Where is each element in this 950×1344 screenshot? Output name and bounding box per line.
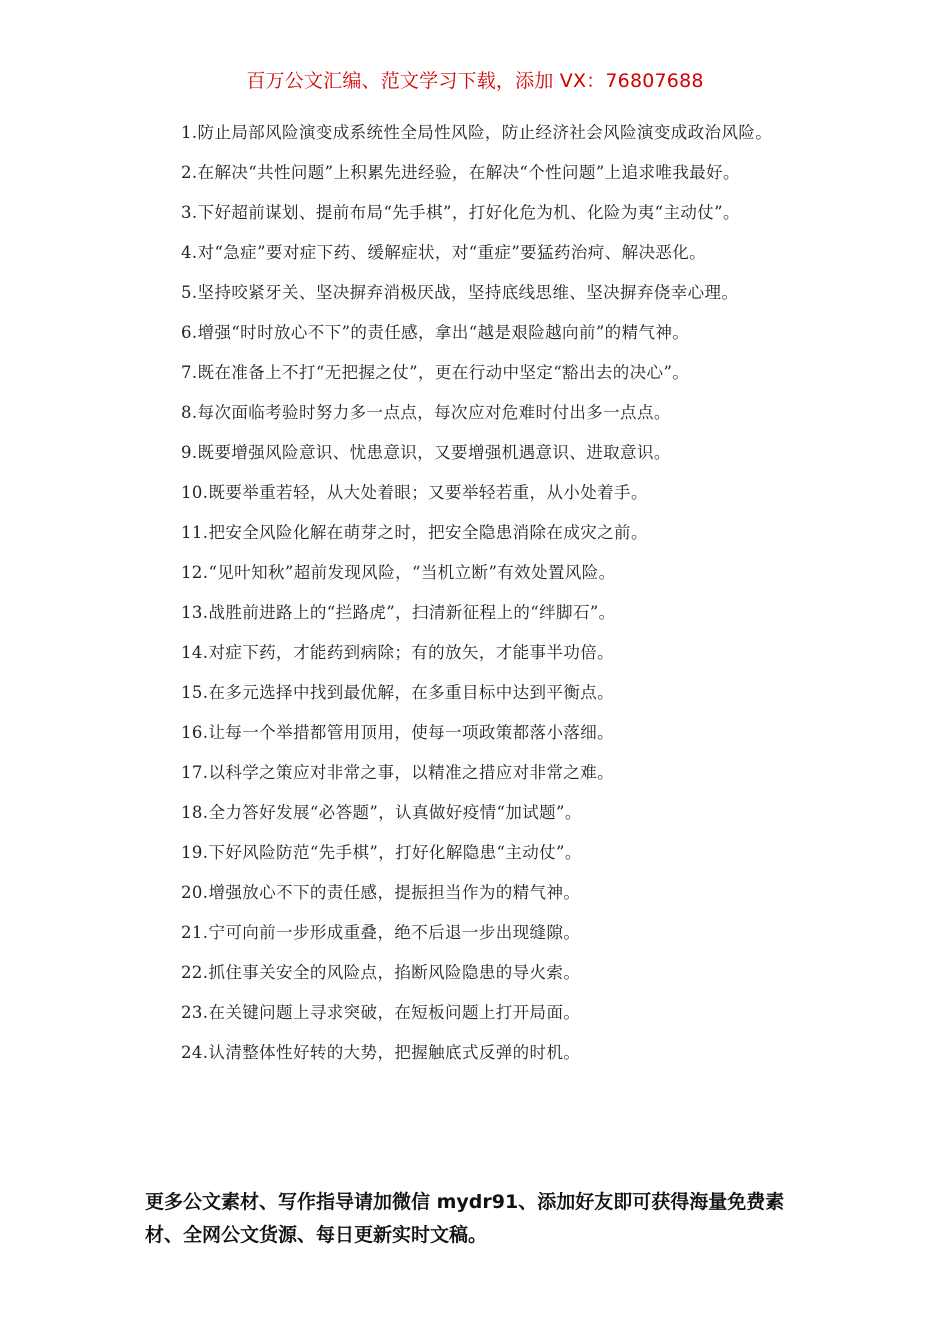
list-item: 20.增强放心不下的责任感，提振担当作为的精气神。 [181,883,581,902]
list-item: 21.宁可向前一步形成重叠，绝不后退一步出现缝隙。 [181,923,581,942]
list-item: 23.在关键问题上寻求突破，在短板问题上打开局面。 [181,1003,581,1022]
list-item: 15.在多元选择中找到最优解，在多重目标中达到平衡点。 [181,683,615,702]
list-item: 1.防止局部风险演变成系统性全局性风险，防止经济社会风险演变成政治风险。 [181,123,773,142]
list-item: 24.认清整体性好转的大势，把握触底式反弹的时机。 [181,1043,581,1062]
list-item: 19.下好风险防范“先手棋”，打好化解隐患“主动仗”。 [181,843,582,862]
list-item: 13.战胜前进路上的“拦路虎”，扫清新征程上的“绊脚石”。 [181,603,616,622]
list-item: 3.下好超前谋划、提前布局“先手棋”，打好化危为机、化险为夷“主动仗”。 [181,203,740,222]
list-item: 7.既在准备上不打“无把握之仗”，更在行动中坚定“豁出去的决心”。 [181,363,690,382]
list-item: 10.既要举重若轻，从大处着眼；又要举轻若重，从小处着手。 [181,483,648,502]
list-item: 6.增强“时时放心不下”的责任感，拿出“越是艰险越向前”的精气神。 [181,323,690,342]
list-item: 16.让每一个举措都管用顶用，使每一项政策都落小落细。 [181,723,615,742]
list-item: 22.抓住事关安全的风险点，掐断风险隐患的导火索。 [181,963,581,982]
list-item: 11.把安全风险化解在萌芽之时，把安全隐患消除在成灾之前。 [181,523,648,542]
list-item: 2.在解决“共性问题”上积累先进经验，在解决“个性问题”上追求唯我最好。 [181,163,740,182]
list-item: 4.对“急症”要对症下药、缓解症状，对“重症”要猛药治疴、解决恶化。 [181,243,707,262]
list-item: 18.全力答好发展“必答题”，认真做好疫情“加试题”。 [181,803,582,822]
list-item: 8.每次面临考验时努力多一点点，每次应对危难时付出多一点点。 [181,403,671,422]
footer-note: 更多公文素材、写作指导请加微信 mydr91、添加好友即可获得海量免费素材、全网公文货源、每日更新实时文稿。 [145,1191,785,1246]
list-item: 12.“见叶知秋”超前发现风险，“当机立断”有效处置风险。 [181,563,616,582]
item-list [145,118,810,1078]
list-item: 17.以科学之策应对非常之事，以精准之措应对非常之难。 [181,763,615,782]
list-item: 5.坚持咬紧牙关、坚决摒弃消极厌战，坚持底线思维、坚决摒弃侥幸心理。 [181,283,739,302]
list-item: 9.既要增强风险意识、忧患意识，又要增强机遇意识、进取意识。 [181,443,671,462]
list-item: 14.对症下药，才能药到病除；有的放矢，才能事半功倍。 [181,643,615,662]
header-banner: 百万公文汇编、范文学习下载，添加 VX：76807688 [246,70,704,92]
